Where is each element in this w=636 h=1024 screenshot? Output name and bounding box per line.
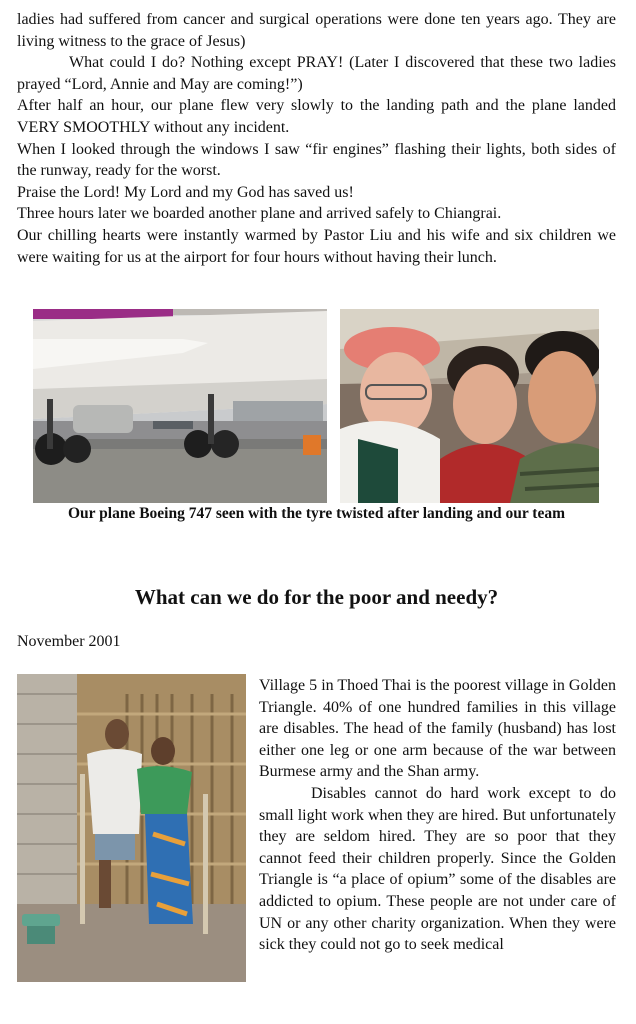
- intro-paragraph-7: Our chilling hearts were instantly warmed by Pastor Liu and his wife and six children we were waiting for us at the airport for four hours without having their lunch.: [17, 226, 616, 266]
- team-photo: [340, 309, 599, 503]
- village-paragraph-1: Village 5 in Thoed Thai is the poorest village in Golden Triangle. 40% of one hundred families in this village are disables. The head of the family (husband) has lost either one leg or one arm because of the war between Burmese army and the Shan army.: [259, 677, 616, 781]
- photo-caption: Our plane Boeing 747 seen with the tyre twisted after landing and our team: [67, 505, 565, 522]
- village-photo: [17, 674, 246, 982]
- section-date: November 2001: [17, 633, 121, 650]
- intro-paragraph-4: When I looked through the windows I saw “fir engines” flashing their lights, both sides of the runway, ready for the worst.: [17, 140, 616, 180]
- airplane-photo: [33, 309, 327, 503]
- intro-paragraph-6: Three hours later we boarded another plane and arrived safely to Chiangrai.: [17, 205, 502, 223]
- intro-paragraph-2: What could I do? Nothing except PRAY! (Later I discovered that these two ladies prayed “Lord, Annie and May are coming!”): [17, 54, 616, 93]
- village-paragraph-2: Disables cannot do hard work except to do small light work when they are hired. But unfortunately they are seldom hired. They are so poor that they cannot feed their children properly. Since the Golden Triangle is “a place of opium” some of the disables are addicted to opium. These people are not under care of UN or any other charity organization. When they were sick they could not go to seek medical: [259, 784, 616, 954]
- intro-paragraph-3: After half an hour, our plane flew very slowly to the landing path and the plane landed VERY SMOOTHLY without any incident.: [17, 97, 616, 136]
- intro-text: [17, 9, 616, 268]
- village-text: [259, 675, 616, 956]
- intro-paragraph-1: ladies had suffered from cancer and surgical operations were done ten years ago. They are living witness to the grace of Jesus): [17, 11, 616, 50]
- section-heading: What can we do for the poor and needy?: [134, 585, 499, 609]
- intro-paragraph-5: Praise the Lord! My Lord and my God has saved us!: [17, 183, 354, 201]
